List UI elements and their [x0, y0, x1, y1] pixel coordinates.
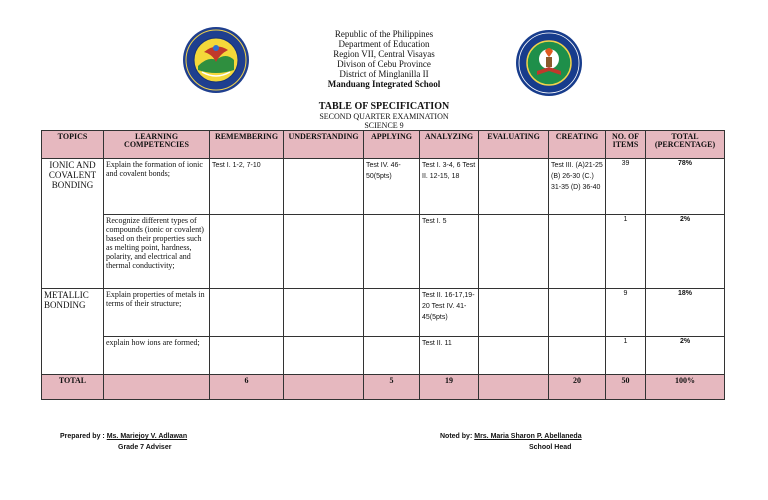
items-cell: 9 [606, 289, 646, 337]
total-remembering: 6 [210, 375, 284, 400]
total-understanding [284, 375, 364, 400]
remembering-cell [210, 337, 284, 375]
header-evaluating: EVALUATING [479, 131, 549, 159]
noted-by-role: School Head [529, 444, 572, 451]
document-titles [270, 101, 498, 130]
remembering-cell [210, 289, 284, 337]
percentage-cell: 2% [646, 337, 725, 375]
total-percentage: 100% [646, 375, 725, 400]
school-seal-icon [515, 29, 583, 97]
table-row [42, 159, 725, 215]
table-row [42, 337, 725, 375]
total-analyzing: 19 [420, 375, 479, 400]
creating-cell [549, 215, 606, 289]
header-line-region: Region VII, Central Visayas [333, 49, 435, 59]
header-line-republic: Republic of the Philippines [334, 29, 434, 39]
remembering-cell [210, 215, 284, 289]
analyzing-cell: Test II. 16-17,19-20 Test IV. 41-45(5pts) [420, 289, 479, 337]
document-title: TABLE OF SPECIFICATION [318, 101, 450, 112]
percentage-cell: 78% [646, 159, 725, 215]
prepared-by-role: Grade 7 Adviser [118, 444, 172, 451]
competency-cell: Recognize different types of compounds (ionic or covalent) based on their properties such as melting point, hardness, polarity, and electrical and thermal conductivity; [104, 215, 210, 289]
header-creating: CREATING [549, 131, 606, 159]
noted-by-name: Mrs. Maria Sharon P. Abellaneda [474, 433, 582, 440]
letterhead [270, 29, 498, 89]
items-cell: 39 [606, 159, 646, 215]
prepared-by-name: Ms. Mariejoy V. Adlawan [106, 433, 188, 440]
total-label: TOTAL [42, 375, 104, 400]
total-competency-cell [104, 375, 210, 400]
applying-cell [364, 337, 420, 375]
header-line-division: Divison of Cebu Province [337, 59, 431, 69]
subject-title: SCIENCE 9 [364, 121, 404, 130]
table-row [42, 289, 725, 337]
applying-cell [364, 289, 420, 337]
header-understanding: UNDERSTANDING [284, 131, 364, 159]
analyzing-cell: Test II. 11 [420, 337, 479, 375]
header-applying: APPLYING [364, 131, 420, 159]
evaluating-cell [479, 289, 549, 337]
table-header-row [42, 131, 725, 159]
creating-cell: Test III. (A)21-25 (B) 26-30 (C.) 31-35 (D) 36-40 [549, 159, 606, 215]
header-remembering: REMEMBERING [210, 131, 284, 159]
total-evaluating [479, 375, 549, 400]
creating-cell [549, 337, 606, 375]
header-line-department: Department of Education [338, 39, 430, 49]
specification-table [41, 130, 725, 400]
school-name: Manduang Integrated School [327, 79, 441, 89]
percentage-cell: 18% [646, 289, 725, 337]
table-row [42, 215, 725, 289]
understanding-cell [284, 337, 364, 375]
topic-cell: IONIC AND COVALENT BONDING [42, 159, 104, 289]
header-line-district: District of Minglanilla II [339, 69, 429, 79]
percentage-cell: 2% [646, 215, 725, 289]
remembering-cell: Test I. 1-2, 7-10 [210, 159, 284, 215]
division-seal-icon [182, 26, 250, 94]
competency-cell: Explain the formation of ionic and covalent bonds; [104, 159, 210, 215]
evaluating-cell [479, 337, 549, 375]
total-items: 50 [606, 375, 646, 400]
total-creating: 20 [549, 375, 606, 400]
competency-cell: Explain properties of metals in terms of their structure; [104, 289, 210, 337]
understanding-cell [284, 289, 364, 337]
items-cell: 1 [606, 215, 646, 289]
applying-cell [364, 215, 420, 289]
total-row [42, 375, 725, 400]
header-percentage: TOTAL (PERCENTAGE) [646, 131, 725, 159]
header-topics: TOPICS [42, 131, 104, 159]
competency-cell: explain how ions are formed; [104, 337, 210, 375]
noted-by-block [440, 433, 582, 451]
analyzing-cell: Test I. 3-4, 6 Test II. 12-15, 18 [420, 159, 479, 215]
header-items: NO. OF ITEMS [606, 131, 646, 159]
analyzing-cell: Test I. 5 [420, 215, 479, 289]
evaluating-cell [479, 215, 549, 289]
header-analyzing: ANALYZING [420, 131, 479, 159]
prepared-by-block [60, 433, 188, 451]
exam-title: SECOND QUARTER EXAMINATION [319, 112, 449, 121]
items-cell: 1 [606, 337, 646, 375]
prepared-by-label: Prepared by : [60, 433, 105, 440]
topic-cell: METALLIC BONDING [42, 289, 104, 375]
noted-by-label: Noted by: [440, 433, 473, 440]
understanding-cell [284, 159, 364, 215]
understanding-cell [284, 215, 364, 289]
evaluating-cell [479, 159, 549, 215]
applying-cell: Test IV. 46-50(5pts) [364, 159, 420, 215]
header-competencies: LEARNING COMPETENCIES [104, 131, 210, 159]
total-applying: 5 [364, 375, 420, 400]
creating-cell [549, 289, 606, 337]
